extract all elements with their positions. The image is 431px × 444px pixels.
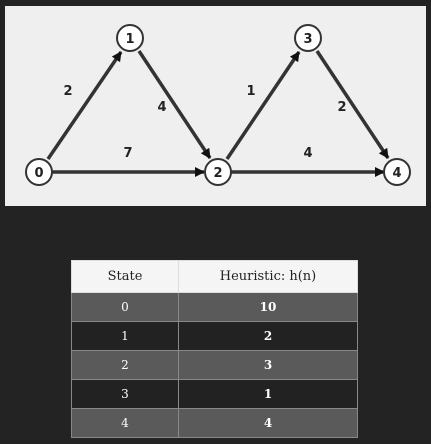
state-cell: 4: [72, 409, 179, 438]
weight-2-3: 1: [246, 84, 256, 99]
weight-0-1: 2: [63, 84, 73, 99]
table-row: [72, 409, 358, 438]
heuristic-cell: 2: [179, 322, 358, 351]
state-column-header: State: [72, 261, 179, 293]
weight-3-4: 2: [337, 100, 347, 115]
node-2-label: 2: [213, 166, 223, 181]
node-3: [295, 25, 321, 51]
graph-diagram: [5, 6, 426, 206]
node-4: [384, 159, 410, 185]
node-0: [26, 159, 52, 185]
heuristic-cell: 10: [179, 293, 358, 322]
table-row: [72, 293, 358, 322]
node-2: [205, 159, 231, 185]
weight-0-2: 7: [123, 146, 133, 161]
heuristic-cell: 4: [179, 409, 358, 438]
edge-0-1: [48, 52, 121, 159]
node-1: [117, 25, 143, 51]
edge-2-3: [227, 52, 299, 159]
node-0-label: 0: [34, 166, 44, 181]
table-row: [72, 380, 358, 409]
heuristic-column-header: Heuristic: h(n): [179, 261, 358, 293]
edge-1-2: [139, 51, 210, 158]
weight-2-4: 4: [303, 146, 313, 161]
node-3-label: 3: [303, 32, 313, 47]
table-header-row: [72, 261, 358, 293]
heuristic-cell: 3: [179, 351, 358, 380]
heuristic-table: [71, 260, 358, 438]
state-cell: 2: [72, 351, 179, 380]
weight-1-2: 4: [157, 100, 167, 115]
table-row: [72, 322, 358, 351]
state-cell: 3: [72, 380, 179, 409]
graph-svg: [5, 6, 426, 206]
heuristic-cell: 1: [179, 380, 358, 409]
node-1-label: 1: [125, 32, 135, 47]
state-cell: 0: [72, 293, 179, 322]
table-row: [72, 351, 358, 380]
edge-3-4: [317, 51, 388, 158]
state-cell: 1: [72, 322, 179, 351]
node-4-label: 4: [392, 166, 402, 181]
